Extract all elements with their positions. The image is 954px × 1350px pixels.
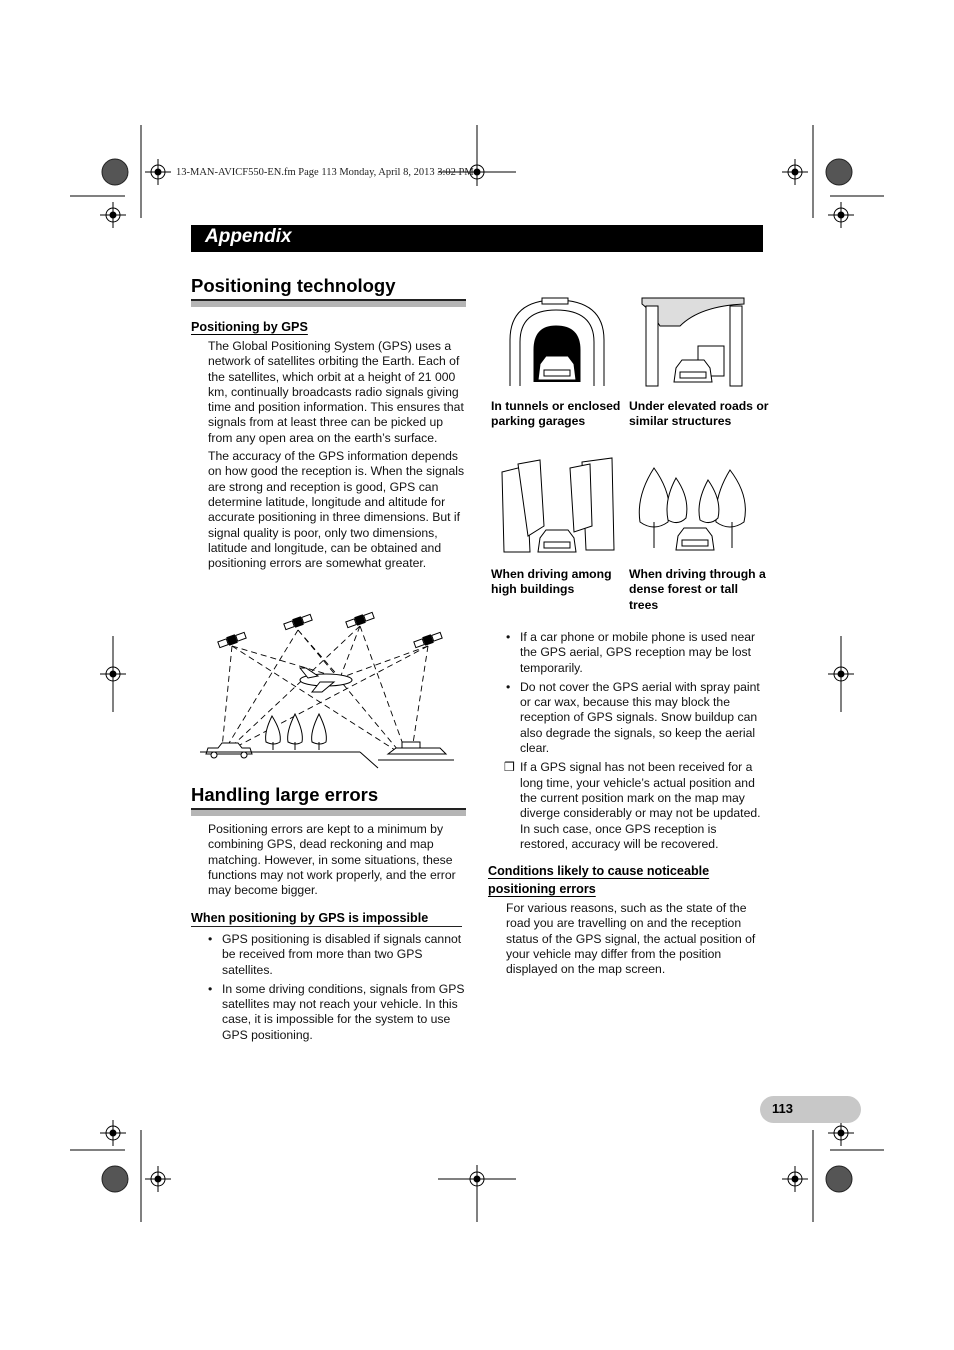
list-item-text: If a car phone or mobile phone is used near the GPS aerial, GPS reception may be lost temporarily. (520, 630, 756, 675)
positioning-body (208, 339, 466, 574)
list-item-text: GPS positioning is disabled if signals cannot be received from more than two GPS satellites. (222, 932, 462, 977)
caption-buildings: When driving among high buildings (491, 567, 612, 597)
list-item (208, 982, 466, 1043)
list-item (506, 630, 764, 676)
subtitle-positioning-by-gps: Positioning by GPS (191, 320, 308, 334)
bullet-marker: • (208, 981, 213, 996)
section-title-positioning: Positioning technology (191, 275, 396, 296)
appendix-banner (191, 225, 763, 252)
car-icon (538, 356, 576, 380)
car-icon (206, 743, 252, 758)
reception-tips-list (506, 630, 764, 856)
banner-title: Appendix (205, 226, 292, 247)
note-box-icon: ❒ (504, 760, 515, 775)
satellite-icon (217, 611, 442, 648)
elevated-road-illustration (640, 296, 750, 388)
tree-icon (266, 714, 327, 750)
car-icon (674, 360, 712, 382)
paragraph: Positioning errors are kept to a minimum by combining GPS, dead reckoning and map matching. However, in some situations, these functions may not work properly, and the error may become bigger. (208, 822, 456, 898)
paragraph: The accuracy of the GPS information depends on how good the reception is. When the signals are strong and reception is good, GPS can determine latitude, longitude and altitude for accurate positioning in three dimensions. But if signal quality is poor, only two dimensions, latitude and longitude, can be obtained and positioning errors are somewhat greater. (208, 449, 465, 571)
caption-forest: When driving through a dense forest or tall trees (629, 567, 766, 612)
subtitle-gps-impossible: When positioning by GPS is impossible (191, 911, 462, 927)
subtitle-conditions: Conditions likely to cause noticeable positioning errors (488, 864, 710, 896)
section-title-handling: Handling large errors (191, 784, 379, 805)
gps-satellite-illustration (200, 608, 460, 768)
car-icon (538, 530, 576, 552)
caption-elevated: Under elevated roads or similar structures (629, 399, 769, 429)
list-item (506, 680, 764, 756)
gps-impossible-list (208, 932, 466, 1047)
list-item (506, 760, 764, 852)
page-number: 113 (772, 1101, 793, 1116)
ship-icon (388, 742, 446, 754)
list-item (208, 932, 466, 978)
section-rule (191, 299, 466, 307)
list-item-text: Do not cover the GPS aerial with spray paint or car wax, because this may block the reception of GPS signals. Snow buildup can also degrade the signals, so keep the aerial clear. (520, 679, 760, 756)
list-item-text: If a GPS signal has not been received for a long time, your vehicle’s actual position and the current position mark on the map may diverge considerably or may not be updated. In such case, once GPS reception is restored, accuracy will be recovered. (520, 760, 761, 851)
list-item-text: In some driving conditions, signals from GPS satellites may not reach your vehicle. In this case, it is impossible for the system to use GPS positioning. (222, 981, 465, 1042)
car-icon (676, 528, 714, 550)
bullet-marker: • (506, 679, 511, 694)
section-rule (191, 808, 466, 816)
handling-intro (208, 822, 466, 901)
tunnel-illustration (506, 296, 616, 388)
page-number-tab (760, 1096, 861, 1123)
conditions-body (506, 901, 764, 980)
paragraph: For various reasons, such as the state of the road you are travelling on and the reception status of the GPS signal, the actual position of your vehicle may differ from the position displayed on the map screen. (506, 901, 756, 977)
print-header: 13-MAN-AVICF550-EN.fm Page 113 Monday, April 8, 2013 3:02 PM (176, 167, 474, 178)
high-buildings-illustration (500, 456, 616, 556)
paragraph: The Global Positioning System (GPS) uses a network of satellites orbiting the Earth. Each of the satellites, which orbit at a height of 21 000 km, continually broadcasts radio signals giving time and position information. This ensures that signals from at least three can be picked up from any open area on the earth’s surface. (208, 339, 464, 445)
airplane-icon (300, 668, 352, 692)
caption-tunnel: In tunnels or enclosed parking garages (491, 399, 621, 429)
bullet-marker: • (208, 932, 213, 946)
forest-illustration (634, 456, 754, 556)
bullet-marker: • (506, 630, 511, 644)
